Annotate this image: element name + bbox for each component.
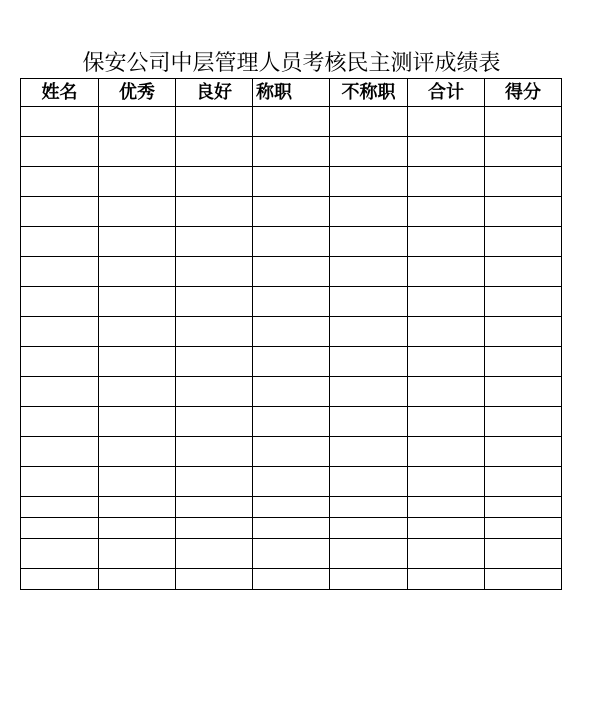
cell-score[interactable] (485, 407, 562, 437)
cell-name[interactable] (21, 407, 99, 437)
cell-excellent[interactable] (99, 137, 176, 167)
cell-score[interactable] (485, 437, 562, 467)
cell-competent[interactable] (253, 518, 330, 539)
cell-score[interactable] (485, 377, 562, 407)
cell-excellent[interactable] (99, 167, 176, 197)
header-excellent: 优秀 (99, 79, 176, 107)
cell-excellent[interactable] (99, 257, 176, 287)
cell-good[interactable] (176, 107, 253, 137)
cell-total[interactable] (408, 257, 485, 287)
cell-good[interactable] (176, 287, 253, 317)
table-row (21, 317, 562, 347)
cell-total[interactable] (408, 407, 485, 437)
cell-total[interactable] (408, 227, 485, 257)
cell-name[interactable] (21, 569, 99, 590)
cell-competent[interactable] (253, 167, 330, 197)
cell-name[interactable] (21, 347, 99, 377)
cell-total[interactable] (408, 377, 485, 407)
header-competent: 称职 (253, 79, 330, 107)
cell-competent[interactable] (253, 227, 330, 257)
cell-total[interactable] (408, 137, 485, 167)
cell-name[interactable] (21, 467, 99, 497)
cell-competent[interactable] (253, 569, 330, 590)
cell-incompetent[interactable] (330, 317, 408, 347)
cell-competent[interactable] (253, 437, 330, 467)
cell-good[interactable] (176, 137, 253, 167)
cell-good[interactable] (176, 227, 253, 257)
cell-total[interactable] (408, 497, 485, 518)
cell-good[interactable] (176, 518, 253, 539)
cell-excellent[interactable] (99, 107, 176, 137)
cell-incompetent[interactable] (330, 257, 408, 287)
cell-competent[interactable] (253, 467, 330, 497)
cell-incompetent[interactable] (330, 347, 408, 377)
cell-incompetent[interactable] (330, 197, 408, 227)
cell-excellent[interactable] (99, 539, 176, 569)
header-incompetent: 不称职 (330, 79, 408, 107)
cell-name[interactable] (21, 317, 99, 347)
cell-total[interactable] (408, 437, 485, 467)
cell-good[interactable] (176, 437, 253, 467)
cell-total[interactable] (408, 467, 485, 497)
cell-excellent[interactable] (99, 497, 176, 518)
cell-excellent[interactable] (99, 347, 176, 377)
cell-total[interactable] (408, 287, 485, 317)
cell-incompetent[interactable] (330, 107, 408, 137)
cell-score[interactable] (485, 518, 562, 539)
page-title: 保安公司中层管理人员考核民主测评成绩表 (82, 51, 501, 76)
score-table (20, 78, 562, 590)
table-row (21, 407, 562, 437)
cell-competent[interactable] (253, 137, 330, 167)
cell-total[interactable] (408, 569, 485, 590)
cell-score[interactable] (485, 137, 562, 167)
header-row (21, 79, 562, 107)
table-row (21, 497, 562, 518)
cell-name[interactable] (21, 497, 99, 518)
cell-incompetent[interactable] (330, 407, 408, 437)
cell-good[interactable] (176, 347, 253, 377)
cell-name[interactable] (21, 518, 99, 539)
cell-total[interactable] (408, 167, 485, 197)
cell-incompetent[interactable] (330, 287, 408, 317)
table-row (21, 467, 562, 497)
cell-excellent[interactable] (99, 518, 176, 539)
table-row (21, 167, 562, 197)
cell-name[interactable] (21, 107, 99, 137)
cell-excellent[interactable] (99, 569, 176, 590)
cell-incompetent[interactable] (330, 518, 408, 539)
cell-score[interactable] (485, 227, 562, 257)
cell-good[interactable] (176, 407, 253, 437)
cell-good[interactable] (176, 197, 253, 227)
table-row (21, 107, 562, 137)
cell-competent[interactable] (253, 197, 330, 227)
cell-excellent[interactable] (99, 437, 176, 467)
cell-competent[interactable] (253, 497, 330, 518)
cell-excellent[interactable] (99, 227, 176, 257)
cell-excellent[interactable] (99, 287, 176, 317)
header-name: 姓名 (21, 79, 99, 107)
cell-name[interactable] (21, 167, 99, 197)
cell-excellent[interactable] (99, 317, 176, 347)
table-row (21, 197, 562, 227)
cell-good[interactable] (176, 317, 253, 347)
table-row (21, 227, 562, 257)
cell-score[interactable] (485, 569, 562, 590)
cell-competent[interactable] (253, 317, 330, 347)
table-row (21, 287, 562, 317)
cell-score[interactable] (485, 497, 562, 518)
cell-name[interactable] (21, 377, 99, 407)
header-good: 良好 (176, 79, 253, 107)
table-row (21, 257, 562, 287)
cell-incompetent[interactable] (330, 437, 408, 467)
cell-excellent[interactable] (99, 467, 176, 497)
cell-competent[interactable] (253, 377, 330, 407)
cell-total[interactable] (408, 107, 485, 137)
cell-score[interactable] (485, 539, 562, 569)
table-row (21, 518, 562, 539)
cell-incompetent[interactable] (330, 137, 408, 167)
cell-score[interactable] (485, 317, 562, 347)
cell-incompetent[interactable] (330, 497, 408, 518)
cell-incompetent[interactable] (330, 377, 408, 407)
cell-good[interactable] (176, 167, 253, 197)
cell-total[interactable] (408, 347, 485, 377)
cell-competent[interactable] (253, 287, 330, 317)
cell-score[interactable] (485, 347, 562, 377)
cell-good[interactable] (176, 539, 253, 569)
cell-name[interactable] (21, 539, 99, 569)
cell-incompetent[interactable] (330, 539, 408, 569)
table-row (21, 437, 562, 467)
header-total: 合计 (408, 79, 485, 107)
table-row (21, 569, 562, 590)
cell-excellent[interactable] (99, 377, 176, 407)
cell-total[interactable] (408, 518, 485, 539)
cell-total[interactable] (408, 317, 485, 347)
table-row (21, 539, 562, 569)
cell-good[interactable] (176, 257, 253, 287)
cell-incompetent[interactable] (330, 167, 408, 197)
table-row (21, 347, 562, 377)
cell-excellent[interactable] (99, 407, 176, 437)
cell-good[interactable] (176, 377, 253, 407)
cell-score[interactable] (485, 257, 562, 287)
cell-total[interactable] (408, 197, 485, 227)
cell-score[interactable] (485, 107, 562, 137)
table-row (21, 377, 562, 407)
header-score: 得分 (485, 79, 562, 107)
cell-name[interactable] (21, 287, 99, 317)
cell-good[interactable] (176, 497, 253, 518)
table-row (21, 137, 562, 167)
cell-competent[interactable] (253, 107, 330, 137)
cell-good[interactable] (176, 467, 253, 497)
cell-name[interactable] (21, 227, 99, 257)
cell-competent[interactable] (253, 539, 330, 569)
cell-good[interactable] (176, 569, 253, 590)
cell-incompetent[interactable] (330, 467, 408, 497)
cell-name[interactable] (21, 257, 99, 287)
cell-competent[interactable] (253, 407, 330, 437)
cell-score[interactable] (485, 467, 562, 497)
cell-excellent[interactable] (99, 197, 176, 227)
cell-name[interactable] (21, 197, 99, 227)
cell-competent[interactable] (253, 347, 330, 377)
cell-competent[interactable] (253, 257, 330, 287)
cell-score[interactable] (485, 197, 562, 227)
cell-name[interactable] (21, 437, 99, 467)
cell-total[interactable] (408, 539, 485, 569)
cell-name[interactable] (21, 137, 99, 167)
cell-score[interactable] (485, 287, 562, 317)
cell-score[interactable] (485, 167, 562, 197)
cell-incompetent[interactable] (330, 227, 408, 257)
cell-incompetent[interactable] (330, 569, 408, 590)
